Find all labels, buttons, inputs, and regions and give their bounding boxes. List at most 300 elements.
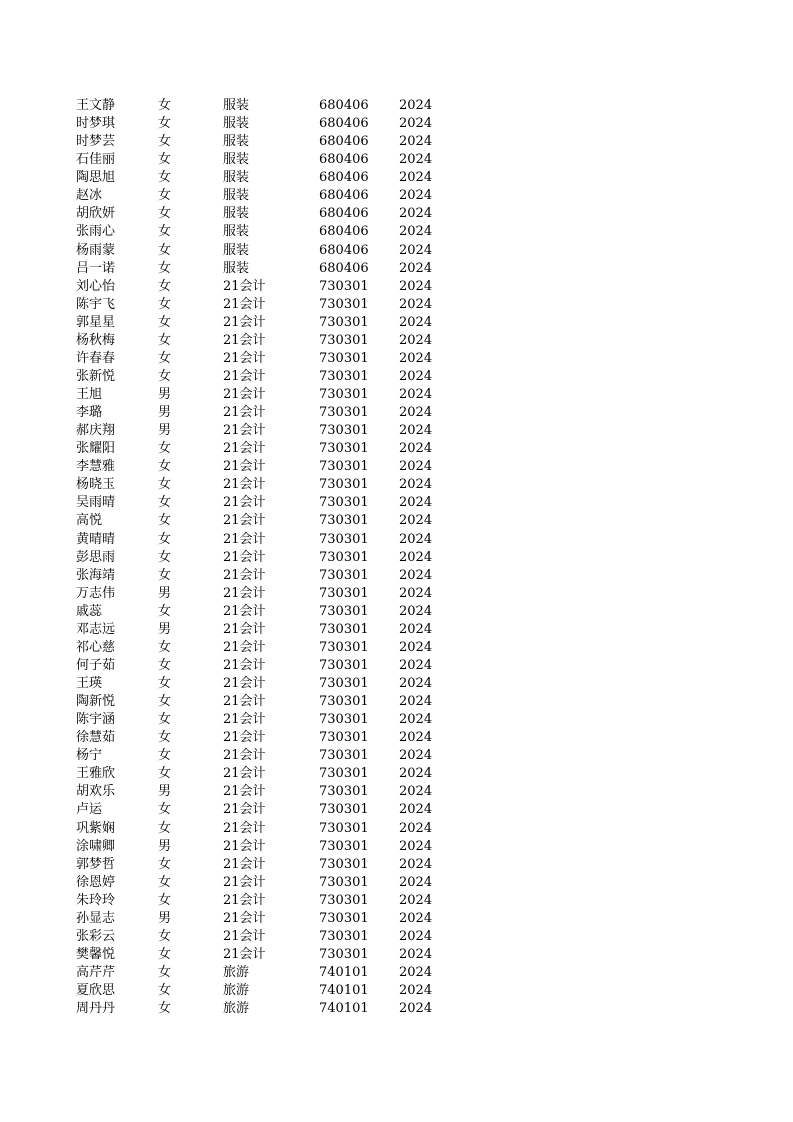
student-gender-cell: 女 bbox=[158, 567, 172, 583]
table-row bbox=[76, 314, 456, 332]
major-code-cell: 680406 bbox=[319, 206, 369, 222]
student-name-cell: 杨晓玉 bbox=[76, 477, 116, 493]
major-code-cell: 730301 bbox=[319, 296, 369, 312]
student-major-cell: 21会计 bbox=[223, 856, 266, 872]
student-major-cell: 服装 bbox=[223, 260, 250, 276]
table-row bbox=[76, 151, 456, 169]
student-gender-cell: 女 bbox=[158, 332, 172, 348]
enrollment-year-cell: 2024 bbox=[399, 766, 433, 782]
enrollment-year-cell: 2024 bbox=[399, 206, 433, 222]
table-row bbox=[76, 729, 456, 747]
table-row bbox=[76, 386, 456, 404]
table-row bbox=[76, 223, 456, 241]
student-name-cell: 徐恩婷 bbox=[76, 874, 116, 890]
enrollment-year-cell: 2024 bbox=[399, 946, 433, 962]
student-name-cell: 张彩云 bbox=[76, 928, 116, 944]
major-code-cell: 730301 bbox=[319, 730, 369, 746]
table-row bbox=[76, 350, 456, 368]
student-major-cell: 21会计 bbox=[223, 874, 266, 890]
student-major-cell: 21会计 bbox=[223, 441, 266, 457]
student-gender-cell: 男 bbox=[158, 621, 172, 637]
enrollment-year-cell: 2024 bbox=[399, 820, 433, 836]
student-major-cell: 21会计 bbox=[223, 712, 266, 728]
student-gender-cell: 女 bbox=[158, 459, 172, 475]
student-name-cell: 杨宁 bbox=[76, 748, 103, 764]
major-code-cell: 730301 bbox=[319, 531, 369, 547]
enrollment-year-cell: 2024 bbox=[399, 910, 433, 926]
student-gender-cell: 男 bbox=[158, 910, 172, 926]
student-major-cell: 21会计 bbox=[223, 802, 266, 818]
student-name-cell: 石佳丽 bbox=[76, 152, 116, 168]
student-gender-cell: 女 bbox=[158, 603, 172, 619]
student-major-cell: 21会计 bbox=[223, 423, 266, 439]
table-row bbox=[76, 260, 456, 278]
student-major-cell: 21会计 bbox=[223, 657, 266, 673]
student-gender-cell: 女 bbox=[158, 531, 172, 547]
student-gender-cell: 女 bbox=[158, 1001, 172, 1017]
student-gender-cell: 女 bbox=[158, 694, 172, 710]
student-major-cell: 服装 bbox=[223, 224, 250, 240]
student-name-cell: 朱玲玲 bbox=[76, 892, 116, 908]
enrollment-year-cell: 2024 bbox=[399, 874, 433, 890]
student-name-cell: 王旭 bbox=[76, 387, 103, 403]
table-row bbox=[76, 783, 456, 801]
student-major-cell: 21会计 bbox=[223, 296, 266, 312]
student-gender-cell: 女 bbox=[158, 766, 172, 782]
student-list-table bbox=[76, 97, 456, 1018]
enrollment-year-cell: 2024 bbox=[399, 585, 433, 601]
student-gender-cell: 男 bbox=[158, 784, 172, 800]
enrollment-year-cell: 2024 bbox=[399, 459, 433, 475]
enrollment-year-cell: 2024 bbox=[399, 314, 433, 330]
table-row bbox=[76, 97, 456, 115]
enrollment-year-cell: 2024 bbox=[399, 296, 433, 312]
table-row bbox=[76, 278, 456, 296]
student-gender-cell: 女 bbox=[158, 170, 172, 186]
student-name-cell: 何子茹 bbox=[76, 657, 116, 673]
table-row bbox=[76, 765, 456, 783]
table-row bbox=[76, 422, 456, 440]
student-name-cell: 王瑛 bbox=[76, 676, 103, 692]
student-gender-cell: 女 bbox=[158, 856, 172, 872]
student-gender-cell: 女 bbox=[158, 946, 172, 962]
enrollment-year-cell: 2024 bbox=[399, 639, 433, 655]
student-gender-cell: 女 bbox=[158, 314, 172, 330]
student-gender-cell: 女 bbox=[158, 874, 172, 890]
table-row bbox=[76, 205, 456, 223]
enrollment-year-cell: 2024 bbox=[399, 387, 433, 403]
student-name-cell: 祁心慈 bbox=[76, 639, 116, 655]
student-name-cell: 张雨心 bbox=[76, 224, 116, 240]
major-code-cell: 730301 bbox=[319, 314, 369, 330]
student-name-cell: 万志伟 bbox=[76, 585, 116, 601]
student-gender-cell: 女 bbox=[158, 802, 172, 818]
student-major-cell: 服装 bbox=[223, 170, 250, 186]
enrollment-year-cell: 2024 bbox=[399, 513, 433, 529]
table-row bbox=[76, 404, 456, 422]
enrollment-year-cell: 2024 bbox=[399, 260, 433, 276]
enrollment-year-cell: 2024 bbox=[399, 730, 433, 746]
table-row bbox=[76, 820, 456, 838]
student-name-cell: 郭星星 bbox=[76, 314, 116, 330]
student-major-cell: 服装 bbox=[223, 98, 250, 114]
table-row bbox=[76, 187, 456, 205]
student-gender-cell: 女 bbox=[158, 657, 172, 673]
student-major-cell: 21会计 bbox=[223, 639, 266, 655]
table-row bbox=[76, 585, 456, 603]
major-code-cell: 730301 bbox=[319, 459, 369, 475]
student-gender-cell: 女 bbox=[158, 441, 172, 457]
enrollment-year-cell: 2024 bbox=[399, 1001, 433, 1017]
major-code-cell: 730301 bbox=[319, 802, 369, 818]
major-code-cell: 730301 bbox=[319, 748, 369, 764]
student-name-cell: 孙显志 bbox=[76, 910, 116, 926]
enrollment-year-cell: 2024 bbox=[399, 170, 433, 186]
table-row bbox=[76, 982, 456, 1000]
student-gender-cell: 女 bbox=[158, 712, 172, 728]
major-code-cell: 680406 bbox=[319, 260, 369, 276]
table-row bbox=[76, 549, 456, 567]
enrollment-year-cell: 2024 bbox=[399, 567, 433, 583]
major-code-cell: 680406 bbox=[319, 134, 369, 150]
student-name-cell: 巩紫娴 bbox=[76, 820, 116, 836]
enrollment-year-cell: 2024 bbox=[399, 495, 433, 511]
student-name-cell: 李璐 bbox=[76, 405, 103, 421]
student-major-cell: 21会计 bbox=[223, 459, 266, 475]
student-major-cell: 21会计 bbox=[223, 892, 266, 908]
student-gender-cell: 女 bbox=[158, 820, 172, 836]
table-row bbox=[76, 946, 456, 964]
table-row bbox=[76, 494, 456, 512]
student-major-cell: 21会计 bbox=[223, 910, 266, 926]
enrollment-year-cell: 2024 bbox=[399, 892, 433, 908]
student-name-cell: 卢运 bbox=[76, 802, 103, 818]
enrollment-year-cell: 2024 bbox=[399, 278, 433, 294]
student-name-cell: 李慧雅 bbox=[76, 459, 116, 475]
table-row bbox=[76, 693, 456, 711]
student-gender-cell: 女 bbox=[158, 116, 172, 132]
major-code-cell: 730301 bbox=[319, 784, 369, 800]
major-code-cell: 730301 bbox=[319, 441, 369, 457]
student-gender-cell: 女 bbox=[158, 676, 172, 692]
student-name-cell: 王文静 bbox=[76, 98, 116, 114]
student-gender-cell: 女 bbox=[158, 242, 172, 258]
enrollment-year-cell: 2024 bbox=[399, 152, 433, 168]
major-code-cell: 740101 bbox=[319, 1001, 369, 1017]
table-row bbox=[76, 621, 456, 639]
student-major-cell: 21会计 bbox=[223, 585, 266, 601]
table-row bbox=[76, 169, 456, 187]
major-code-cell: 730301 bbox=[319, 639, 369, 655]
major-code-cell: 680406 bbox=[319, 224, 369, 240]
student-name-cell: 张耀阳 bbox=[76, 441, 116, 457]
major-code-cell: 730301 bbox=[319, 838, 369, 854]
table-row bbox=[76, 657, 456, 675]
enrollment-year-cell: 2024 bbox=[399, 423, 433, 439]
table-row bbox=[76, 512, 456, 530]
table-row bbox=[76, 242, 456, 260]
student-major-cell: 21会计 bbox=[223, 838, 266, 854]
student-major-cell: 21会计 bbox=[223, 531, 266, 547]
student-major-cell: 21会计 bbox=[223, 567, 266, 583]
student-gender-cell: 女 bbox=[158, 730, 172, 746]
student-name-cell: 时梦琪 bbox=[76, 116, 116, 132]
student-major-cell: 服装 bbox=[223, 242, 250, 258]
table-row bbox=[76, 440, 456, 458]
student-name-cell: 刘心怡 bbox=[76, 278, 116, 294]
student-gender-cell: 女 bbox=[158, 350, 172, 366]
student-name-cell: 周丹丹 bbox=[76, 1001, 116, 1017]
table-row bbox=[76, 332, 456, 350]
enrollment-year-cell: 2024 bbox=[399, 350, 433, 366]
student-name-cell: 陈宇涵 bbox=[76, 712, 116, 728]
student-major-cell: 21会计 bbox=[223, 332, 266, 348]
student-name-cell: 杨雨蒙 bbox=[76, 242, 116, 258]
enrollment-year-cell: 2024 bbox=[399, 116, 433, 132]
student-name-cell: 高悦 bbox=[76, 513, 103, 529]
table-row bbox=[76, 603, 456, 621]
student-name-cell: 吴雨晴 bbox=[76, 495, 116, 511]
table-row bbox=[76, 567, 456, 585]
student-gender-cell: 男 bbox=[158, 585, 172, 601]
student-gender-cell: 女 bbox=[158, 278, 172, 294]
student-major-cell: 服装 bbox=[223, 134, 250, 150]
student-major-cell: 21会计 bbox=[223, 748, 266, 764]
student-name-cell: 陶思旭 bbox=[76, 170, 116, 186]
major-code-cell: 730301 bbox=[319, 946, 369, 962]
student-gender-cell: 女 bbox=[158, 188, 172, 204]
student-major-cell: 旅游 bbox=[223, 1001, 250, 1017]
student-major-cell: 21会计 bbox=[223, 730, 266, 746]
table-row bbox=[76, 801, 456, 819]
major-code-cell: 730301 bbox=[319, 332, 369, 348]
student-gender-cell: 女 bbox=[158, 748, 172, 764]
table-row bbox=[76, 964, 456, 982]
major-code-cell: 680406 bbox=[319, 242, 369, 258]
major-code-cell: 730301 bbox=[319, 278, 369, 294]
major-code-cell: 730301 bbox=[319, 856, 369, 872]
major-code-cell: 730301 bbox=[319, 712, 369, 728]
enrollment-year-cell: 2024 bbox=[399, 603, 433, 619]
table-row bbox=[76, 476, 456, 494]
major-code-cell: 730301 bbox=[319, 405, 369, 421]
student-gender-cell: 女 bbox=[158, 368, 172, 384]
student-major-cell: 服装 bbox=[223, 152, 250, 168]
major-code-cell: 730301 bbox=[319, 676, 369, 692]
enrollment-year-cell: 2024 bbox=[399, 188, 433, 204]
enrollment-year-cell: 2024 bbox=[399, 134, 433, 150]
student-major-cell: 21会计 bbox=[223, 784, 266, 800]
major-code-cell: 730301 bbox=[319, 928, 369, 944]
enrollment-year-cell: 2024 bbox=[399, 748, 433, 764]
major-code-cell: 730301 bbox=[319, 621, 369, 637]
student-gender-cell: 女 bbox=[158, 206, 172, 222]
table-row bbox=[76, 892, 456, 910]
student-gender-cell: 女 bbox=[158, 513, 172, 529]
student-gender-cell: 女 bbox=[158, 549, 172, 565]
student-major-cell: 21会计 bbox=[223, 495, 266, 511]
student-major-cell: 21会计 bbox=[223, 820, 266, 836]
major-code-cell: 730301 bbox=[319, 567, 369, 583]
student-gender-cell: 男 bbox=[158, 387, 172, 403]
student-name-cell: 吕一诺 bbox=[76, 260, 116, 276]
student-major-cell: 21会计 bbox=[223, 513, 266, 529]
student-name-cell: 王雅欣 bbox=[76, 766, 116, 782]
major-code-cell: 730301 bbox=[319, 910, 369, 926]
student-gender-cell: 女 bbox=[158, 224, 172, 240]
enrollment-year-cell: 2024 bbox=[399, 531, 433, 547]
student-name-cell: 郭梦哲 bbox=[76, 856, 116, 872]
major-code-cell: 730301 bbox=[319, 694, 369, 710]
enrollment-year-cell: 2024 bbox=[399, 694, 433, 710]
table-row bbox=[76, 368, 456, 386]
student-gender-cell: 女 bbox=[158, 260, 172, 276]
major-code-cell: 730301 bbox=[319, 423, 369, 439]
student-name-cell: 时梦芸 bbox=[76, 134, 116, 150]
student-gender-cell: 女 bbox=[158, 965, 172, 981]
major-code-cell: 730301 bbox=[319, 350, 369, 366]
major-code-cell: 680406 bbox=[319, 98, 369, 114]
enrollment-year-cell: 2024 bbox=[399, 676, 433, 692]
student-major-cell: 21会计 bbox=[223, 477, 266, 493]
student-major-cell: 21会计 bbox=[223, 766, 266, 782]
student-gender-cell: 女 bbox=[158, 928, 172, 944]
student-major-cell: 21会计 bbox=[223, 549, 266, 565]
enrollment-year-cell: 2024 bbox=[399, 712, 433, 728]
student-name-cell: 郝庆翔 bbox=[76, 423, 116, 439]
student-major-cell: 21会计 bbox=[223, 603, 266, 619]
student-major-cell: 21会计 bbox=[223, 387, 266, 403]
student-major-cell: 服装 bbox=[223, 188, 250, 204]
student-major-cell: 旅游 bbox=[223, 983, 250, 999]
major-code-cell: 730301 bbox=[319, 549, 369, 565]
student-gender-cell: 女 bbox=[158, 134, 172, 150]
student-major-cell: 21会计 bbox=[223, 405, 266, 421]
student-name-cell: 涂啸卿 bbox=[76, 838, 116, 854]
enrollment-year-cell: 2024 bbox=[399, 224, 433, 240]
enrollment-year-cell: 2024 bbox=[399, 784, 433, 800]
enrollment-year-cell: 2024 bbox=[399, 802, 433, 818]
major-code-cell: 740101 bbox=[319, 965, 369, 981]
table-row bbox=[76, 874, 456, 892]
student-name-cell: 戚蕊 bbox=[76, 603, 103, 619]
enrollment-year-cell: 2024 bbox=[399, 477, 433, 493]
student-gender-cell: 男 bbox=[158, 405, 172, 421]
student-major-cell: 服装 bbox=[223, 206, 250, 222]
student-major-cell: 21会计 bbox=[223, 621, 266, 637]
student-major-cell: 21会计 bbox=[223, 694, 266, 710]
major-code-cell: 730301 bbox=[319, 368, 369, 384]
student-name-cell: 赵冰 bbox=[76, 188, 103, 204]
enrollment-year-cell: 2024 bbox=[399, 856, 433, 872]
major-code-cell: 730301 bbox=[319, 387, 369, 403]
major-code-cell: 730301 bbox=[319, 495, 369, 511]
enrollment-year-cell: 2024 bbox=[399, 621, 433, 637]
enrollment-year-cell: 2024 bbox=[399, 332, 433, 348]
major-code-cell: 730301 bbox=[319, 513, 369, 529]
enrollment-year-cell: 2024 bbox=[399, 98, 433, 114]
student-gender-cell: 女 bbox=[158, 477, 172, 493]
student-gender-cell: 女 bbox=[158, 639, 172, 655]
student-name-cell: 徐慧茹 bbox=[76, 730, 116, 746]
student-major-cell: 21会计 bbox=[223, 368, 266, 384]
enrollment-year-cell: 2024 bbox=[399, 983, 433, 999]
major-code-cell: 730301 bbox=[319, 766, 369, 782]
student-name-cell: 樊馨悦 bbox=[76, 946, 116, 962]
enrollment-year-cell: 2024 bbox=[399, 441, 433, 457]
enrollment-year-cell: 2024 bbox=[399, 965, 433, 981]
table-row bbox=[76, 458, 456, 476]
table-row bbox=[76, 531, 456, 549]
student-gender-cell: 女 bbox=[158, 495, 172, 511]
enrollment-year-cell: 2024 bbox=[399, 838, 433, 854]
table-row bbox=[76, 115, 456, 133]
enrollment-year-cell: 2024 bbox=[399, 657, 433, 673]
student-major-cell: 21会计 bbox=[223, 350, 266, 366]
table-row bbox=[76, 838, 456, 856]
student-gender-cell: 女 bbox=[158, 296, 172, 312]
major-code-cell: 680406 bbox=[319, 170, 369, 186]
student-name-cell: 邓志远 bbox=[76, 621, 116, 637]
student-gender-cell: 女 bbox=[158, 98, 172, 114]
major-code-cell: 730301 bbox=[319, 657, 369, 673]
table-row bbox=[76, 639, 456, 657]
enrollment-year-cell: 2024 bbox=[399, 368, 433, 384]
student-name-cell: 杨秋梅 bbox=[76, 332, 116, 348]
student-major-cell: 服装 bbox=[223, 116, 250, 132]
student-name-cell: 张海靖 bbox=[76, 567, 116, 583]
table-row bbox=[76, 856, 456, 874]
student-name-cell: 彭思雨 bbox=[76, 549, 116, 565]
student-gender-cell: 女 bbox=[158, 983, 172, 999]
table-row bbox=[76, 1000, 456, 1018]
table-row bbox=[76, 133, 456, 151]
student-major-cell: 21会计 bbox=[223, 946, 266, 962]
student-name-cell: 胡欢乐 bbox=[76, 784, 116, 800]
student-name-cell: 许春春 bbox=[76, 350, 116, 366]
major-code-cell: 730301 bbox=[319, 585, 369, 601]
enrollment-year-cell: 2024 bbox=[399, 242, 433, 258]
major-code-cell: 740101 bbox=[319, 983, 369, 999]
table-row bbox=[76, 296, 456, 314]
student-name-cell: 黄晴晴 bbox=[76, 531, 116, 547]
student-major-cell: 旅游 bbox=[223, 965, 250, 981]
enrollment-year-cell: 2024 bbox=[399, 549, 433, 565]
student-name-cell: 陶新悦 bbox=[76, 694, 116, 710]
major-code-cell: 680406 bbox=[319, 116, 369, 132]
student-gender-cell: 男 bbox=[158, 838, 172, 854]
student-name-cell: 高芹芹 bbox=[76, 965, 116, 981]
major-code-cell: 730301 bbox=[319, 820, 369, 836]
major-code-cell: 730301 bbox=[319, 892, 369, 908]
major-code-cell: 730301 bbox=[319, 874, 369, 890]
major-code-cell: 680406 bbox=[319, 152, 369, 168]
student-name-cell: 夏欣思 bbox=[76, 983, 116, 999]
student-major-cell: 21会计 bbox=[223, 928, 266, 944]
student-name-cell: 张新悦 bbox=[76, 368, 116, 384]
enrollment-year-cell: 2024 bbox=[399, 405, 433, 421]
enrollment-year-cell: 2024 bbox=[399, 928, 433, 944]
student-gender-cell: 女 bbox=[158, 152, 172, 168]
major-code-cell: 680406 bbox=[319, 188, 369, 204]
student-name-cell: 胡欣妍 bbox=[76, 206, 116, 222]
major-code-cell: 730301 bbox=[319, 603, 369, 619]
student-gender-cell: 女 bbox=[158, 892, 172, 908]
student-major-cell: 21会计 bbox=[223, 278, 266, 294]
table-row bbox=[76, 747, 456, 765]
table-row bbox=[76, 928, 456, 946]
table-row bbox=[76, 711, 456, 729]
